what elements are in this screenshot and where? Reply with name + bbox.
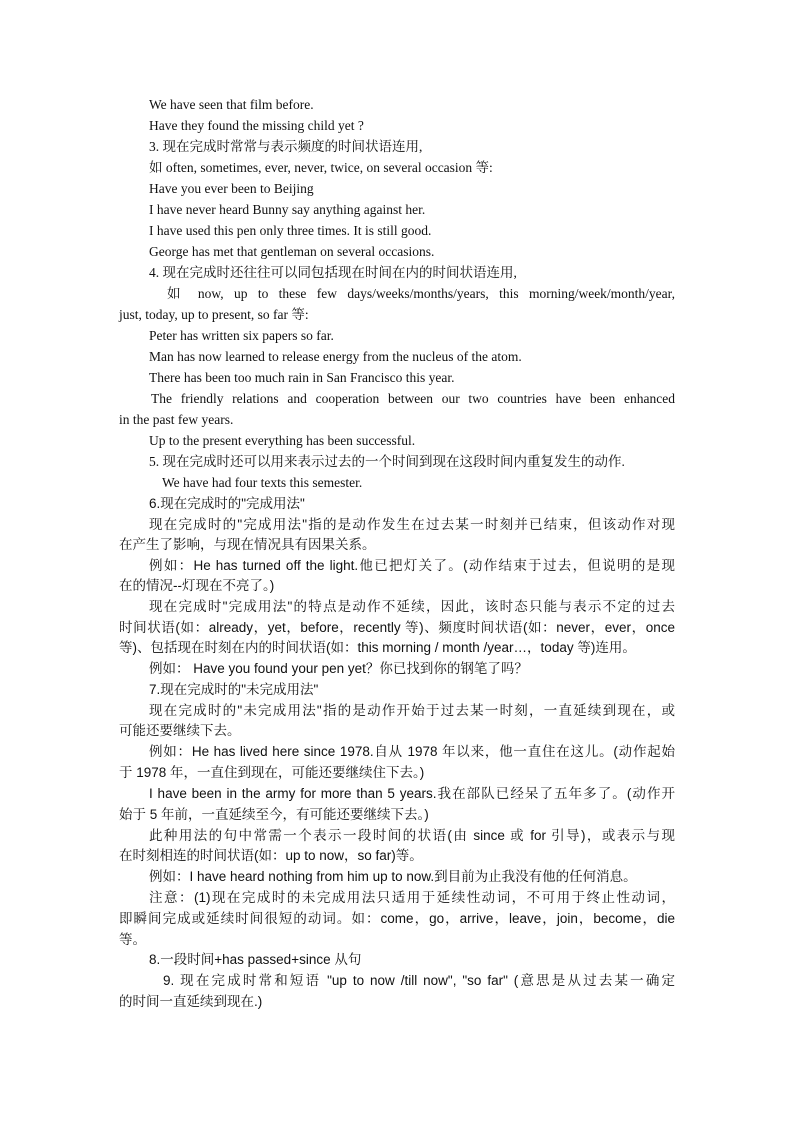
section-heading-9: 9. 现在完成时常和短语 "up to now /till now", "so far" (意思是从过去某一确定 xyxy=(163,973,675,988)
text-line: 在的情况--灯现在不亮了。) xyxy=(119,578,275,593)
note-line: 注意：(1)现在完成时的未完成用法只适用于延续性动词，不可用于终止性动词， xyxy=(149,890,675,905)
text-line: 可能还要继续下去。 xyxy=(119,723,241,738)
text-line: 如 now, up to these few days/weeks/months/years, this morning/week/month/year, xyxy=(167,286,675,301)
section-heading-3: 3. 现在完成时常常与表示频度的时间状语连用, xyxy=(149,139,423,154)
text-line: 现在完成时"完成用法"的特点是动作不延续，因此，该时态只能与表示不定的过去 xyxy=(149,599,675,614)
text-line: Peter has written six papers so far. xyxy=(149,328,334,343)
text-line: There has been too much rain in San Francisco this year. xyxy=(149,370,455,385)
text-line: I have used this pen only three times. It is still good. xyxy=(149,223,432,238)
text-line: 现在完成时的"完成用法"指的是动作发生在过去某一时刻并已结束，但该动作对现 xyxy=(149,517,675,532)
text-line: just, today, up to present, so far 等: xyxy=(119,307,309,322)
text-line: 在产生了影响，与现在情况具有因果关系。 xyxy=(119,537,376,552)
text-line: 时间状语(如：already，yet，before，recently 等)、频度时间状语(如：never，ever，once xyxy=(119,620,675,635)
text-line: I have been in the army for more than 5 years.我在部队已经呆了五年多了。(动作开 xyxy=(149,786,675,801)
text-line: Have you ever been to Beijing xyxy=(149,181,314,196)
text-line: 的时间一直延续到现在.) xyxy=(119,994,263,1009)
section-heading-4: 4. 现在完成时还往往可以同包括现在时间在内的时间状语连用, xyxy=(149,265,517,280)
text-line: 此种用法的句中常需一个表示一段时间的状语(由 since 或 for 引导)，或表示与现 xyxy=(149,828,675,843)
text-line: 等)、包括现在时刻在内的时间状语(如：this morning / month /year…，today 等)连用。 xyxy=(119,640,636,655)
text-line: 等。 xyxy=(119,932,146,947)
text-line: 例如：I have heard nothing from him up to now.到目前为止我没有他的任何消息。 xyxy=(149,869,637,884)
text-line: Man has now learned to release energy from the nucleus of the atom. xyxy=(149,349,522,364)
section-heading-6: 6.现在完成时的"完成用法" xyxy=(149,496,305,511)
section-heading-8: 8.一段时间+has passed+since 从句 xyxy=(149,952,362,967)
text-line: George has met that gentleman on several occasions. xyxy=(149,244,435,259)
section-heading-7: 7.现在完成时的"未完成用法" xyxy=(149,682,319,697)
text-line: 例如：He has turned off the light.他已把灯关了。(动作结束于过去，但说明的是现 xyxy=(149,558,675,573)
text-line: 例如：He has lived here since 1978.自从 1978 年以来，他一直住在这儿。(动作起始 xyxy=(149,744,675,759)
text-line: in the past few years. xyxy=(119,412,234,427)
text-line: 在时刻相连的时间状语(如：up to now，so far)等。 xyxy=(119,848,423,863)
text-line: 例如： Have you found your pen yet？你已找到你的钢笔了吗？ xyxy=(149,661,528,676)
text-line: Up to the present everything has been successful. xyxy=(149,433,416,448)
text-line: We have had four texts this semester. xyxy=(162,475,363,490)
text-line: 即瞬间完成或延续时间很短的动词。如：come，go，arrive，leave，join，become，die xyxy=(119,911,675,926)
text-line: Have they found the missing child yet ? xyxy=(149,118,364,133)
text-line: 现在完成时的"未完成用法"指的是动作开始于过去某一时刻，一直延续到现在，或 xyxy=(149,703,675,718)
text-line: 于 1978 年，一直住到现在，可能还要继续住下去。) xyxy=(119,765,425,780)
text-line: 始于 5 年前，一直延续至今，有可能还要继续下去。) xyxy=(119,807,429,822)
text-line: We have seen that film before. xyxy=(149,97,314,112)
section-heading-5: 5. 现在完成时还可以用来表示过去的一个时间到现在这段时间内重复发生的动作. xyxy=(149,454,625,469)
text-line: I have never heard Bunny say anything against her. xyxy=(149,202,426,217)
text-line: The friendly relations and cooperation between our two countries have been enhanced xyxy=(151,391,675,406)
text-line: 如 often, sometimes, ever, never, twice, on several occasion 等: xyxy=(149,160,493,175)
